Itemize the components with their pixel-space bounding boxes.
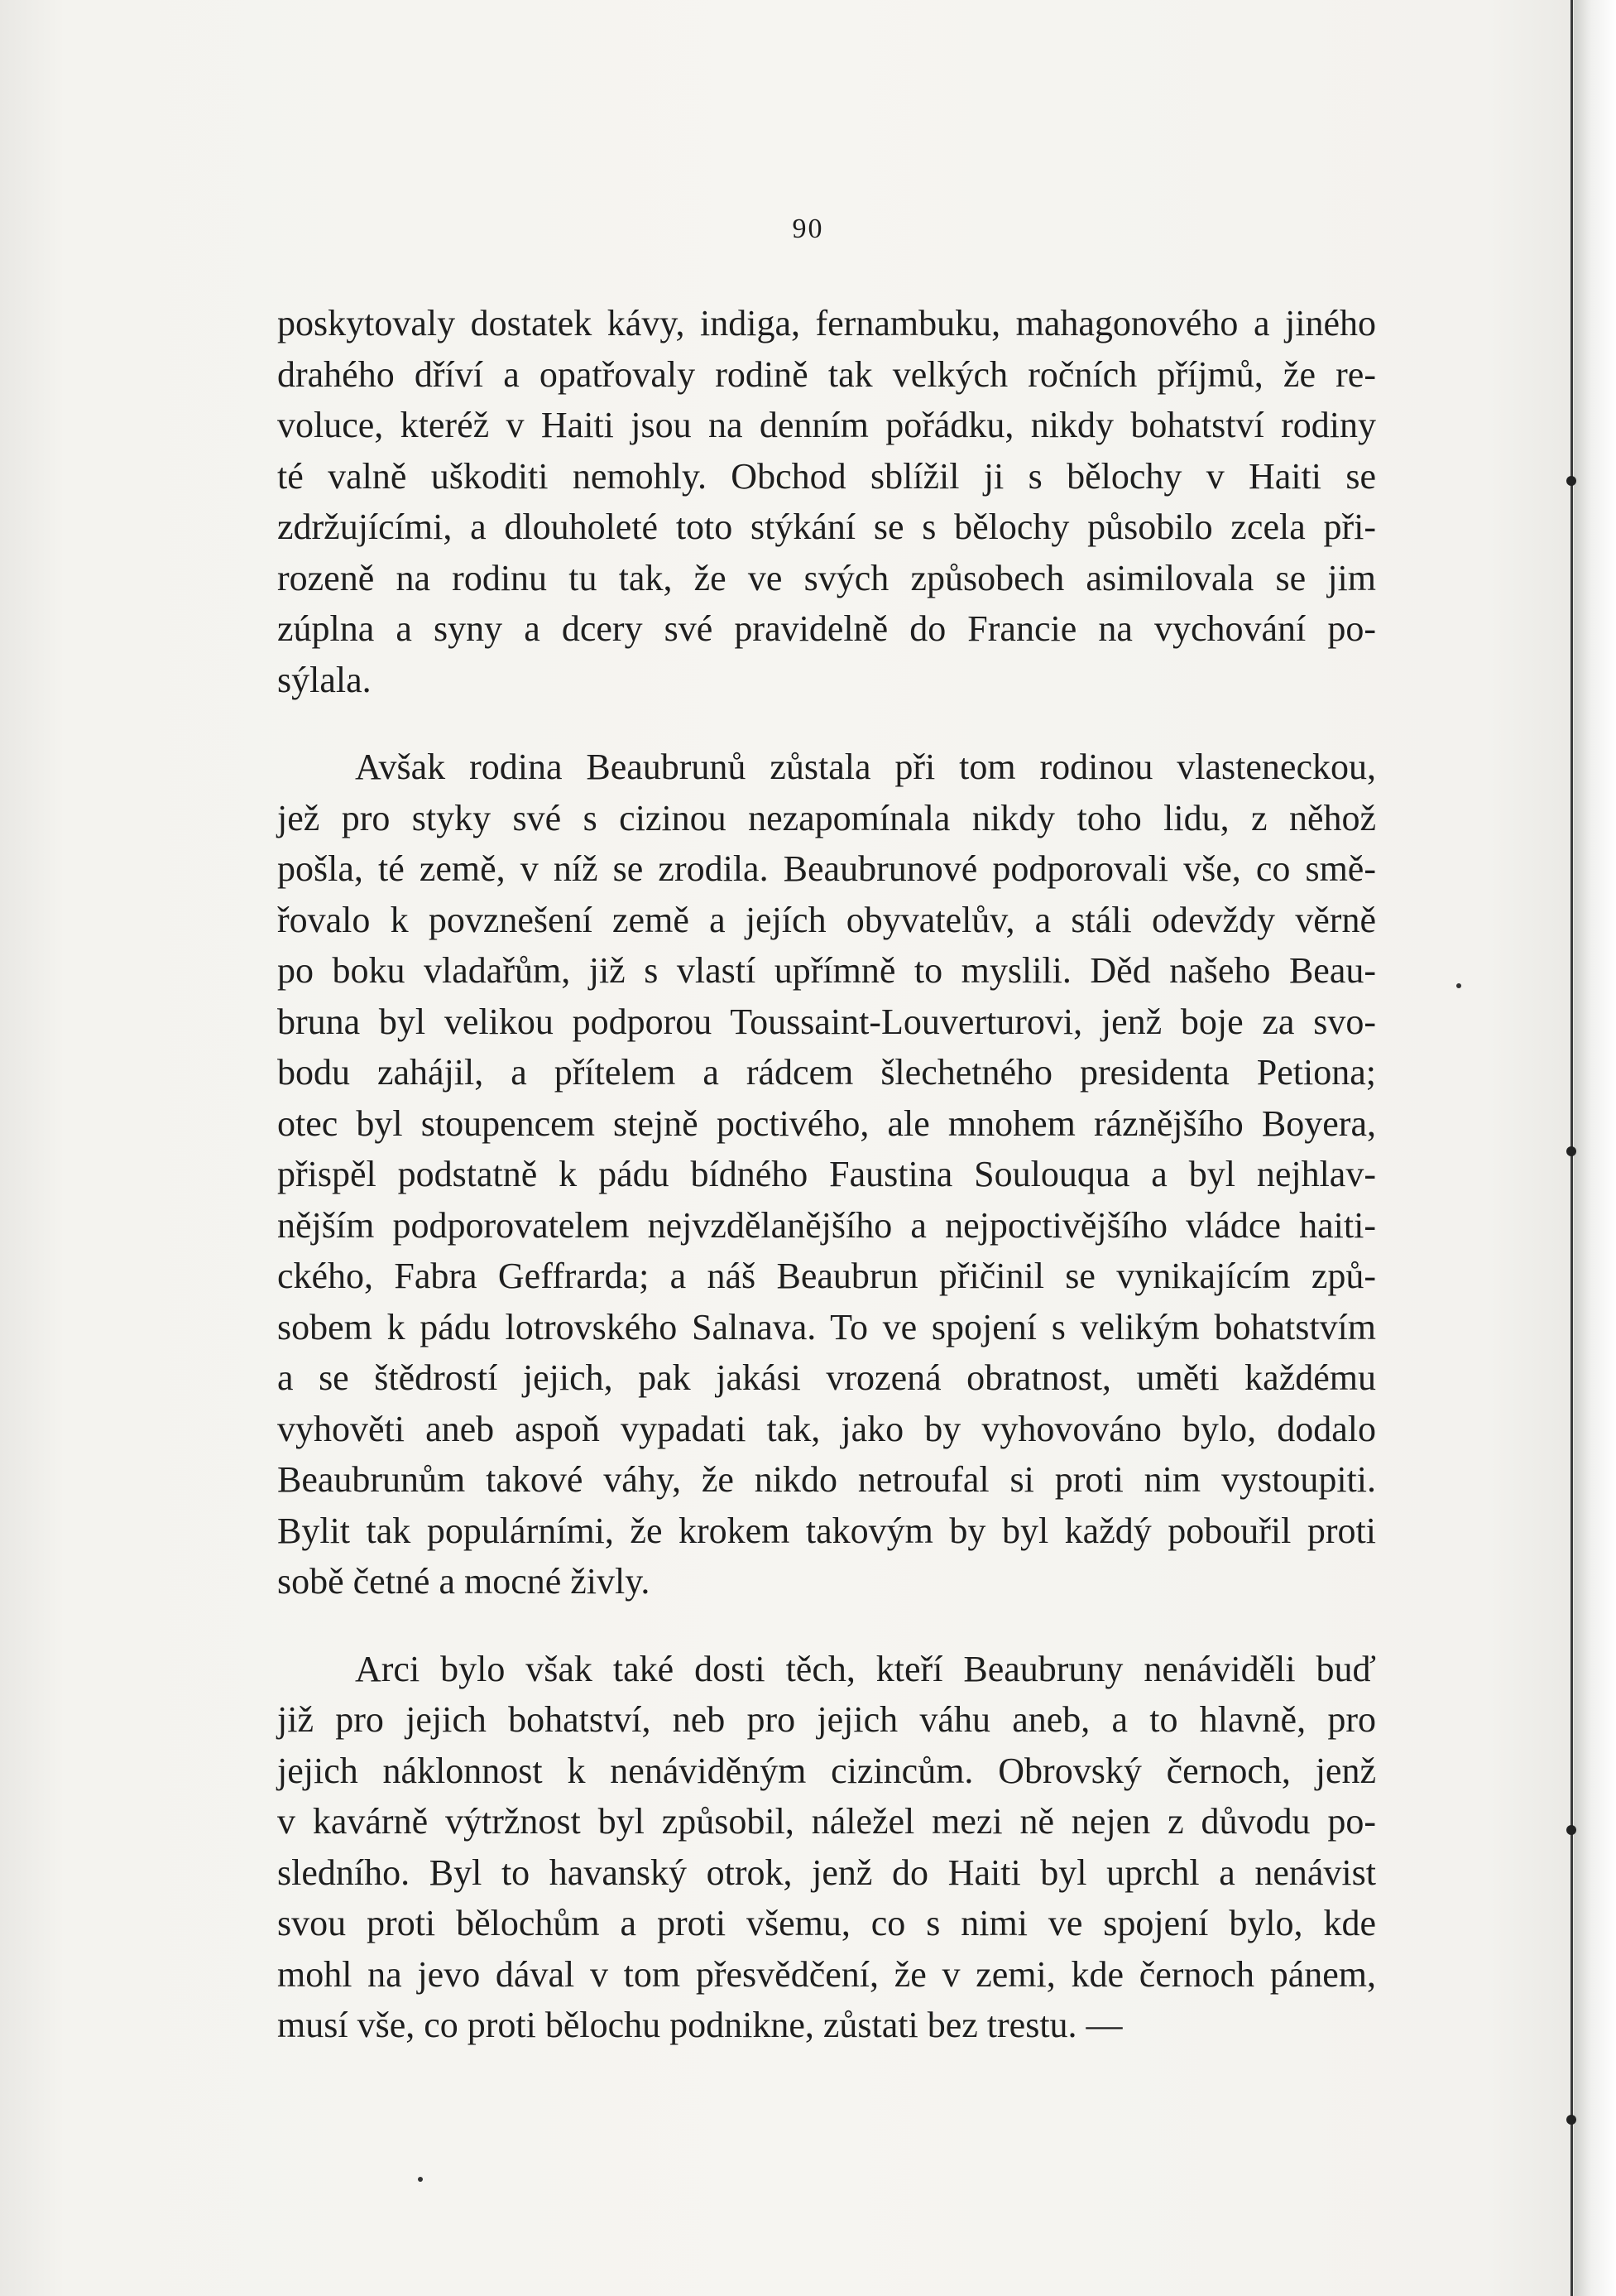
paragraph-2 (277, 742, 1376, 1607)
text-line: řovalo k povznešení země a jejích obyvatelův, a stáli odevždy věrně (277, 899, 1376, 940)
text-line: po boku vladařům, již s vlastí upřímně to myslili. Děd našeho Beau- (277, 950, 1376, 991)
text-line: jež pro styky své s cizinou nezapomínala nikdy toho lidu, z něhož (277, 797, 1376, 838)
speck (418, 2177, 423, 2182)
edge-mark (1566, 1825, 1576, 1835)
text-line: poskytovaly dostatek kávy, indiga, fernambuku, mahagonového a jiného (277, 303, 1376, 343)
text-line: již pro jejich bohatství, neb pro jejich váhu aneb, a to hlavně, pro (277, 1699, 1376, 1740)
text-line: Beaubrunům takové váhy, že nikdo netroufal si proti nim vystoupiti. (277, 1459, 1376, 1500)
text-line: sobem k pádu lotrovského Salnava. To ve spojení s velikým bohatstvím (277, 1306, 1376, 1347)
text-line: drahého dříví a opatřovaly rodině tak velkých ročních příjmů, že re- (277, 353, 1376, 395)
edge-mark (1566, 1146, 1576, 1156)
text-line: bruna byl velikou podporou Toussaint-Louverturovi, jenž boje za svo- (277, 1001, 1376, 1042)
paragraph-1 (277, 298, 1376, 705)
paragraph-3 (277, 1644, 1376, 2051)
text-line: musí vše, co proti bělochu podnikne, zůstati bez trestu. — (277, 2005, 1123, 2045)
text-line: sobě četné a mocné živly. (277, 1561, 650, 1602)
text-line: svou proti bělochům a proti všemu, co s nimi ve spojení bylo, kde (277, 1903, 1376, 1943)
text-line: v kavárně výtržnost byl způsobil, náležel mezi ně nejen z důvodu po- (277, 1801, 1376, 1842)
body-text (277, 298, 1376, 2051)
text-line: jejich náklonnost k nenáviděným cizincům. Obrovský černoch, jenž (277, 1750, 1376, 1791)
text-line: Arci bylo však také dosti těch, kteří Beaubruny nenáviděli buď (355, 1648, 1376, 1689)
speck (1456, 983, 1461, 988)
text-line: nějším podporovatelem nejvzdělanějšího a nejpoctivějšího vládce haiti- (277, 1204, 1376, 1246)
text-line: té valně uškoditi nemohly. Obchod sblížil ji s bělochy v Haiti se (277, 455, 1376, 497)
text-line: vyhověti aneb aspoň vypadati tak, jako by vyhovováno bylo, dodalo (277, 1408, 1376, 1449)
text-line: ckého, Fabra Geffrarda; a náš Beaubrun přičinil se vynikajícím způ- (277, 1256, 1376, 1296)
page-number: 90 (792, 214, 824, 244)
text-line: přispěl podstatně k pádu bídného Faustina Soulouqua a byl nejhlav- (277, 1154, 1376, 1194)
text-line: otec byl stoupencem stejně poctivého, ale mnohem ráznějšího Boyera, (277, 1102, 1376, 1144)
text-line: mohl na jevo dával v tom přesvědčení, že v zemi, kde černoch pánem, (277, 1953, 1376, 1995)
text-line: a se štědrostí jejich, pak jakási vrozená obratnost, uměti každému (277, 1357, 1376, 1398)
text-line: voluce, kteréž v Haiti jsou na denním pořádku, nikdy bohatství rodiny (277, 405, 1376, 445)
text-line: rozeně na rodinu tu tak, že ve svých způsobech asimilovala se jim (277, 557, 1376, 598)
text-line: sledního. Byl to havanský otrok, jenž do Haiti byl uprchl a nenávist (277, 1852, 1376, 1893)
text-line: zdržujícími, a dlouholeté toto stýkání se s bělochy působilo zcela při- (277, 507, 1376, 547)
text-line: pošla, té země, v níž se zrodila. Beaubrunové podporovali vše, co smě- (277, 848, 1376, 889)
text-line: bodu zahájil, a přítelem a rádcem šlechetného presidenta Petiona; (277, 1052, 1376, 1093)
edge-mark (1566, 2115, 1576, 2125)
text-line: zúplna a syny a dcery své pravidelně do Francie na vychování po- (277, 608, 1376, 649)
text-line: Bylit tak populárními, že krokem takovým by byl každý pobouřil proti (277, 1510, 1376, 1551)
page-edge-margin (1574, 0, 1616, 2296)
text-line: sýlala. (277, 659, 372, 700)
text-line: Avšak rodina Beaubrunů zůstala při tom rodinou vlasteneckou, (355, 747, 1376, 787)
edge-mark (1566, 476, 1576, 486)
